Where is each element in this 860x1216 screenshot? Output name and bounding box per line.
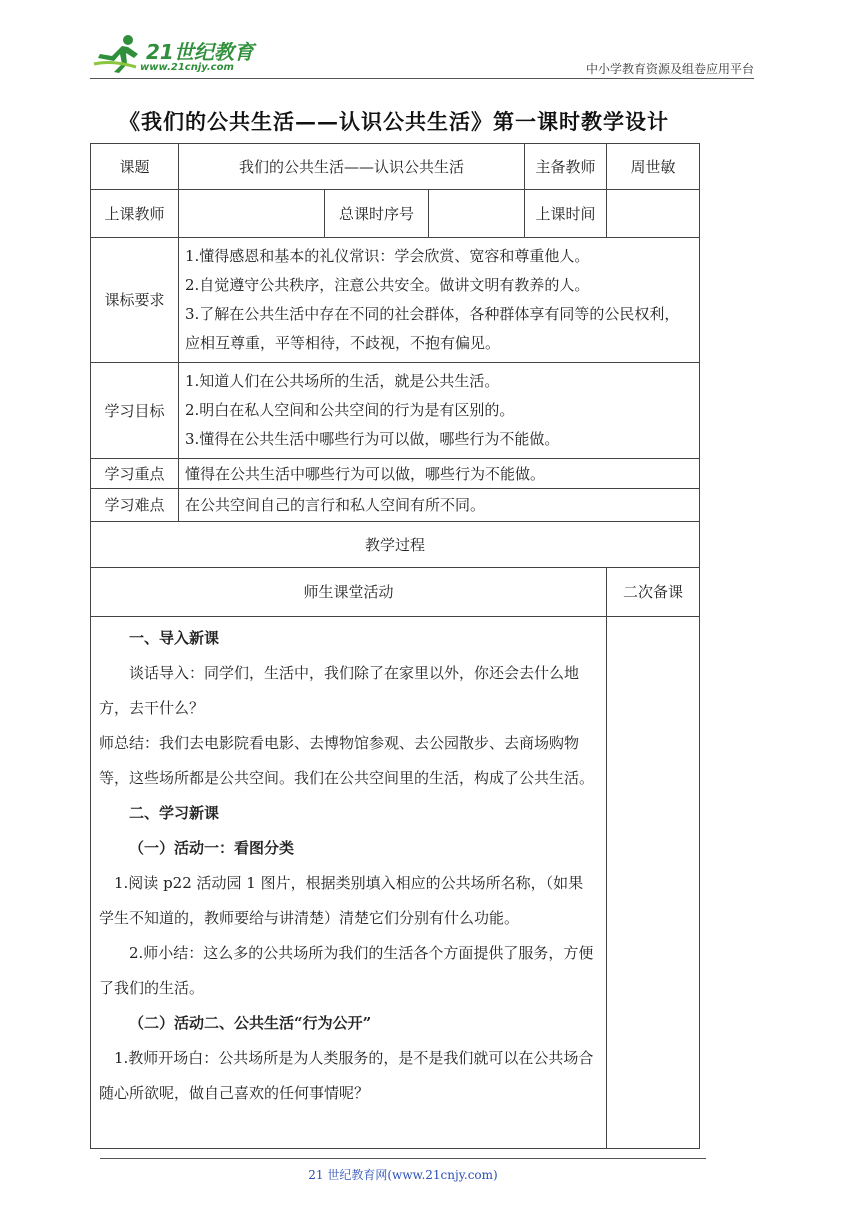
footer-divider: [100, 1158, 706, 1159]
list-item: 1.知道人们在公共场所的生活，就是公共生活。: [185, 372, 500, 390]
table-row: [91, 238, 700, 363]
runner-logo-icon: [92, 34, 146, 74]
second-prep-content: [607, 617, 700, 1149]
footer-link[interactable]: 21 世纪教育网(www.21cnjy.com): [308, 1168, 498, 1182]
topic-label: 课题: [91, 144, 179, 190]
table-row: [91, 459, 700, 489]
lead-teacher-value: 周世敏: [607, 144, 700, 190]
paragraph: 谈话导入：同学们，生活中，我们除了在家里以外，你还会去什么地方，去干什么？: [99, 664, 580, 717]
difficulty-value: 在公共空间自己的言行和私人空间有所不同。: [179, 489, 700, 522]
objectives-list: [179, 363, 700, 459]
document-title: 《我们的公共生活——认识公共生活》第一课时教学设计: [119, 109, 669, 134]
paragraph: 师总结：我们去电影院看电影、去博物馆参观、去公园散步、去商场购物等，这些场所都是公共空间。我们在公共空间里的生活，构成了公共生活。: [99, 734, 595, 787]
teacher-label: 上课教师: [91, 190, 179, 238]
platform-name: 中小学教育资源及组卷应用平台: [585, 62, 754, 76]
standards-label: 课标要求: [91, 238, 179, 363]
logo-url: www.21cnjy.com: [140, 62, 234, 73]
section-heading: 一、导入新课: [129, 629, 220, 647]
activity-heading: （一）活动一：看图分类: [129, 839, 295, 857]
section-heading: 二、学习新课: [129, 804, 220, 822]
lesson-sequence-value: [429, 190, 525, 238]
standards-list: [179, 238, 700, 363]
class-time-value: [607, 190, 700, 238]
class-time-label: 上课时间: [525, 190, 607, 238]
topic-value: 我们的公共生活——认识公共生活: [179, 144, 525, 190]
objectives-label: 学习目标: [91, 363, 179, 459]
header-divider: [90, 78, 754, 79]
activity-content: [91, 617, 607, 1149]
activity-header: 师生课堂活动: [91, 568, 607, 617]
activity-heading: （二）活动二、公共生活“行为公开”: [129, 1014, 372, 1032]
table-row: [91, 363, 700, 459]
lesson-plan-table: [90, 143, 700, 1149]
table-row: [91, 144, 700, 190]
list-item: 3.懂得在公共生活中哪些行为可以做，哪些行为不能做。: [185, 430, 560, 448]
table-row: [91, 489, 700, 522]
second-prep-header: 二次备课: [607, 568, 700, 617]
list-item: 3.了解在公共生活中存在不同的社会群体，各种群体享有同等的公民权利，应相互尊重，平等相待，不歧视，不抱有偏见。: [185, 305, 680, 352]
process-title: 教学过程: [91, 522, 700, 568]
list-item: 1.懂得感恩和基本的礼仪常识：学会欣赏、宽容和尊重他人。: [185, 247, 590, 265]
table-row: [91, 522, 700, 568]
lead-teacher-label: 主备教师: [525, 144, 607, 190]
lesson-sequence-label: 总课时序号: [325, 190, 429, 238]
logo: [90, 30, 270, 80]
logo-title: 21世纪教育: [146, 40, 254, 64]
table-row: [91, 190, 700, 238]
table-row: [91, 617, 700, 1149]
page-header: [90, 30, 754, 80]
key-point-label: 学习重点: [91, 459, 179, 489]
paragraph: 1.阅读 p22 活动园 1 图片，根据类别填入相应的公共场所名称，（如果学生不知道的，教师要给与讲清楚）清楚它们分别有什么功能。: [99, 874, 584, 927]
key-point-value: 懂得在公共生活中哪些行为可以做，哪些行为不能做。: [179, 459, 700, 489]
list-item: 2.明白在私人空间和公共空间的行为是有区别的。: [185, 401, 515, 419]
paragraph: 2.师小结：这么多的公共场所为我们的生活各个方面提供了服务，方便了我们的生活。: [99, 944, 594, 997]
teacher-value: [179, 190, 325, 238]
paragraph: 1.教师开场白：公共场所是为人类服务的，是不是我们就可以在公共场合随心所欲呢，做自己喜欢的任何事情呢？: [99, 1049, 594, 1102]
list-item: 2.自觉遵守公共秩序，注意公共安全。做讲文明有教养的人。: [185, 276, 590, 294]
difficulty-label: 学习难点: [91, 489, 179, 522]
table-row: [91, 568, 700, 617]
